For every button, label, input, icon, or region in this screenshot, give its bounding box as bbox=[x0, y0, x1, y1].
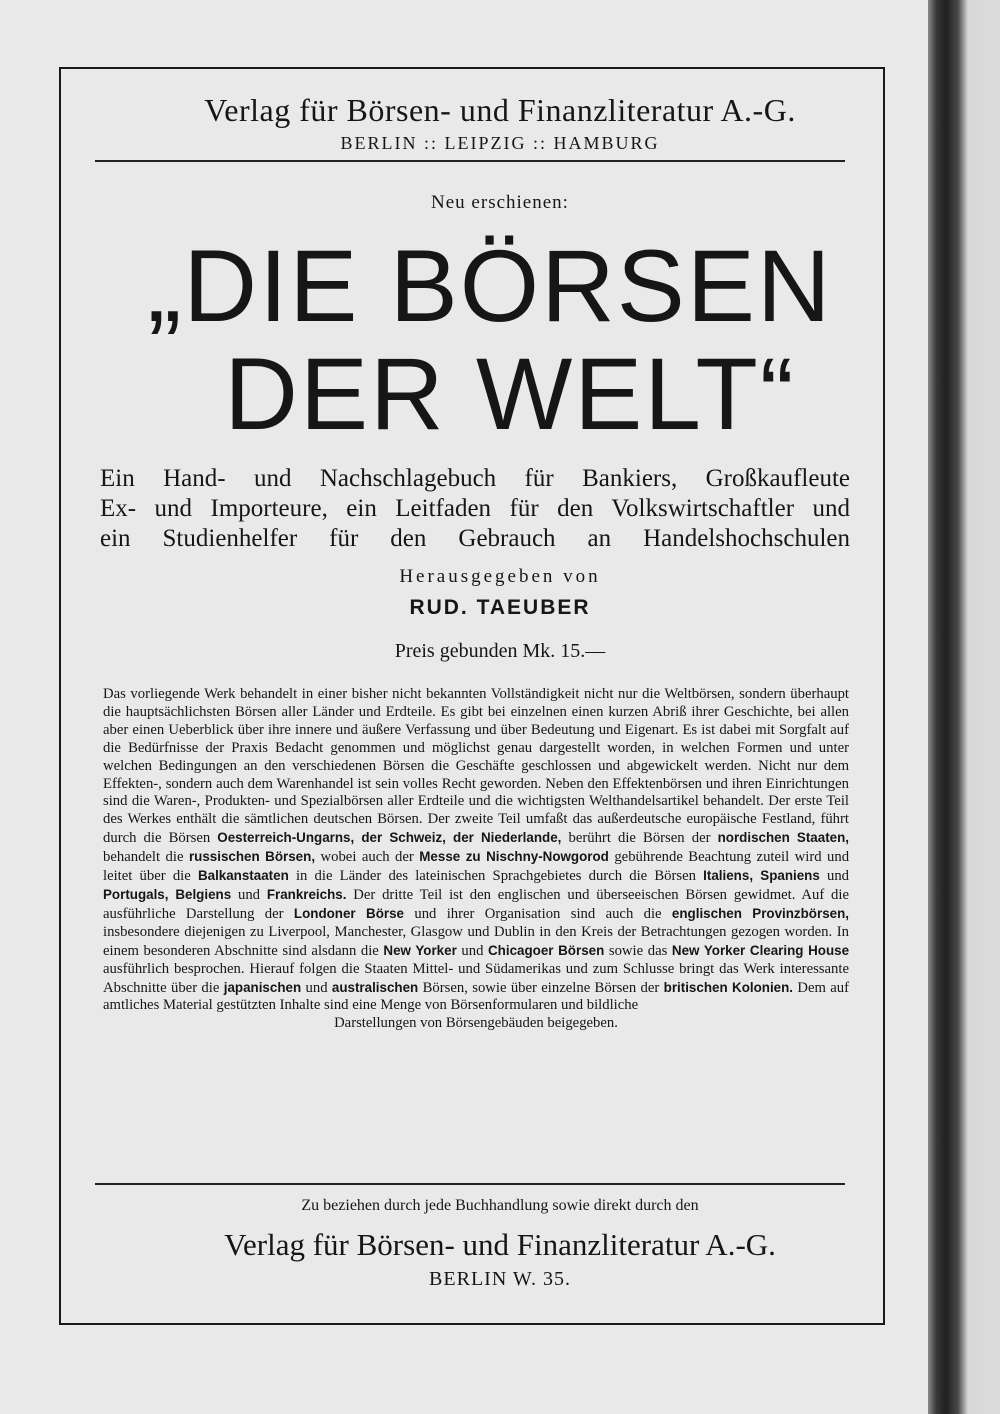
subtitle-line-1: Ein Hand- und Nachschlagebuch für Bankiers, Großkaufleute bbox=[100, 465, 850, 492]
editor-label: Herausgegeben von bbox=[399, 566, 601, 587]
book-title bbox=[0, 229, 1000, 451]
book-title-line-1: „DIE BÖRSEN bbox=[147, 229, 833, 343]
subtitle-line-2: Ex- und Importeure, ein Leitfaden für den Volkswirtschaftler und bbox=[100, 495, 850, 522]
description-paragraph: Das vorliegende Werk behandelt in einer bisher nicht bekannten Vollständigkeit nicht nur die Weltbörsen, sondern überhaupt die hauptsächlichsten Börsen aller Länder und Erdteile. Es gibt bei einzelnen einen kurzen Abriß ihrer Geschichte, bei allen aber einen Ueberblick über ihre innere und äußere Verfassung und über Bedeutung und Eigenart. Es ist dabei mit Sorgfalt auf die Bedürfnisse der Praxis Bedacht genommen und möglichst genau dargestellt worden, in welchen Formen und unter welchen Bedingungen an den verschiedenen Börsen die Geschäfte geschlossen und abgewickelt werden. Nicht nur dem Effekten-, sondern auch dem Warenhandel ist sein volles Recht geworden. Neben den Effektenbörsen und ihren Einrichtungen sind die Waren-, Produkten- und Spezialbörsen aller Erdteile und die wichtigsten Welthandelsartikel behandelt. Der erste Teil des Werkes enthält die sämtlichen deutschen Börsen. Der zweite Teil umfaßt das außerdeutsche europäische Festland, führt durch die Börsen Oesterreich-Ungarns, der Schweiz, der Niederlande, berührt die Börsen der nordischen Staaten, behandelt die russischen Börsen, wobei auch der Messe zu Nischny-Nowgorod gebührende Beachtung zuteil wird und leitet über die Balkanstaaten in die Länder des lateinischen Sprachgebietes durch die Börsen Italiens, Spaniens und Portugals, Belgiens und Frankreichs. Der dritte Teil ist den englischen und überseeischen Börsen gewidmet. Auf die ausführliche Darstellung der Londoner Börse und ihrer Organisation sind auch die englischen Provinzbörsen, insbesondere diejenigen zu Liverpool, Manchester, Glasgow und Dublin in den Kreis der Betrachtungen gezogen worden. In einem besonderen Abschnitte sind alsdann die New Yorker und Chicagoer Börsen sowie das New Yorker Clearing House ausführlich besprochen. Hierauf folgen die Staaten Mittel- und Südamerikas und zum Schlusse bringt das Werk interessante Abschnitte über die japanischen und australischen Börsen, sowie über einzelne Börsen der britischen Kolonien. Dem auf amtliches Material gestützten Inhalte sind eine Menge von Börsenformularen und bildliche Darstellungen von Börsengebäuden beigegeben. bbox=[103, 686, 850, 1032]
footer-divider bbox=[95, 1183, 845, 1185]
editor-name: RUD. TAEUBER bbox=[409, 596, 591, 619]
order-info: Zu beziehen durch jede Buchhandlung sowie direkt durch den bbox=[301, 1197, 699, 1214]
book-title-line-2: DER WELT“ bbox=[224, 337, 796, 451]
book-subtitle bbox=[100, 464, 850, 554]
header-divider bbox=[95, 160, 845, 162]
price: Preis gebunden Mk. 15.— bbox=[394, 640, 606, 662]
subtitle-line-3: ein Studienhelfer für den Gebrauch an Handelshochschulen bbox=[100, 525, 850, 552]
footer-publisher: Verlag für Börsen- und Finanzliteratur A.-G. bbox=[224, 1227, 776, 1262]
footer-address: BERLIN W. 35. bbox=[429, 1268, 571, 1290]
new-release-label: Neu erschienen: bbox=[431, 192, 569, 213]
publisher-title: Verlag für Börsen- und Finanzliteratur A.-G. bbox=[204, 92, 796, 128]
description-closing-line: Darstellungen von Börsengebäuden beigegeben. bbox=[334, 1015, 618, 1032]
publisher-cities: BERLIN :: LEIPZIG :: HAMBURG bbox=[340, 133, 660, 153]
